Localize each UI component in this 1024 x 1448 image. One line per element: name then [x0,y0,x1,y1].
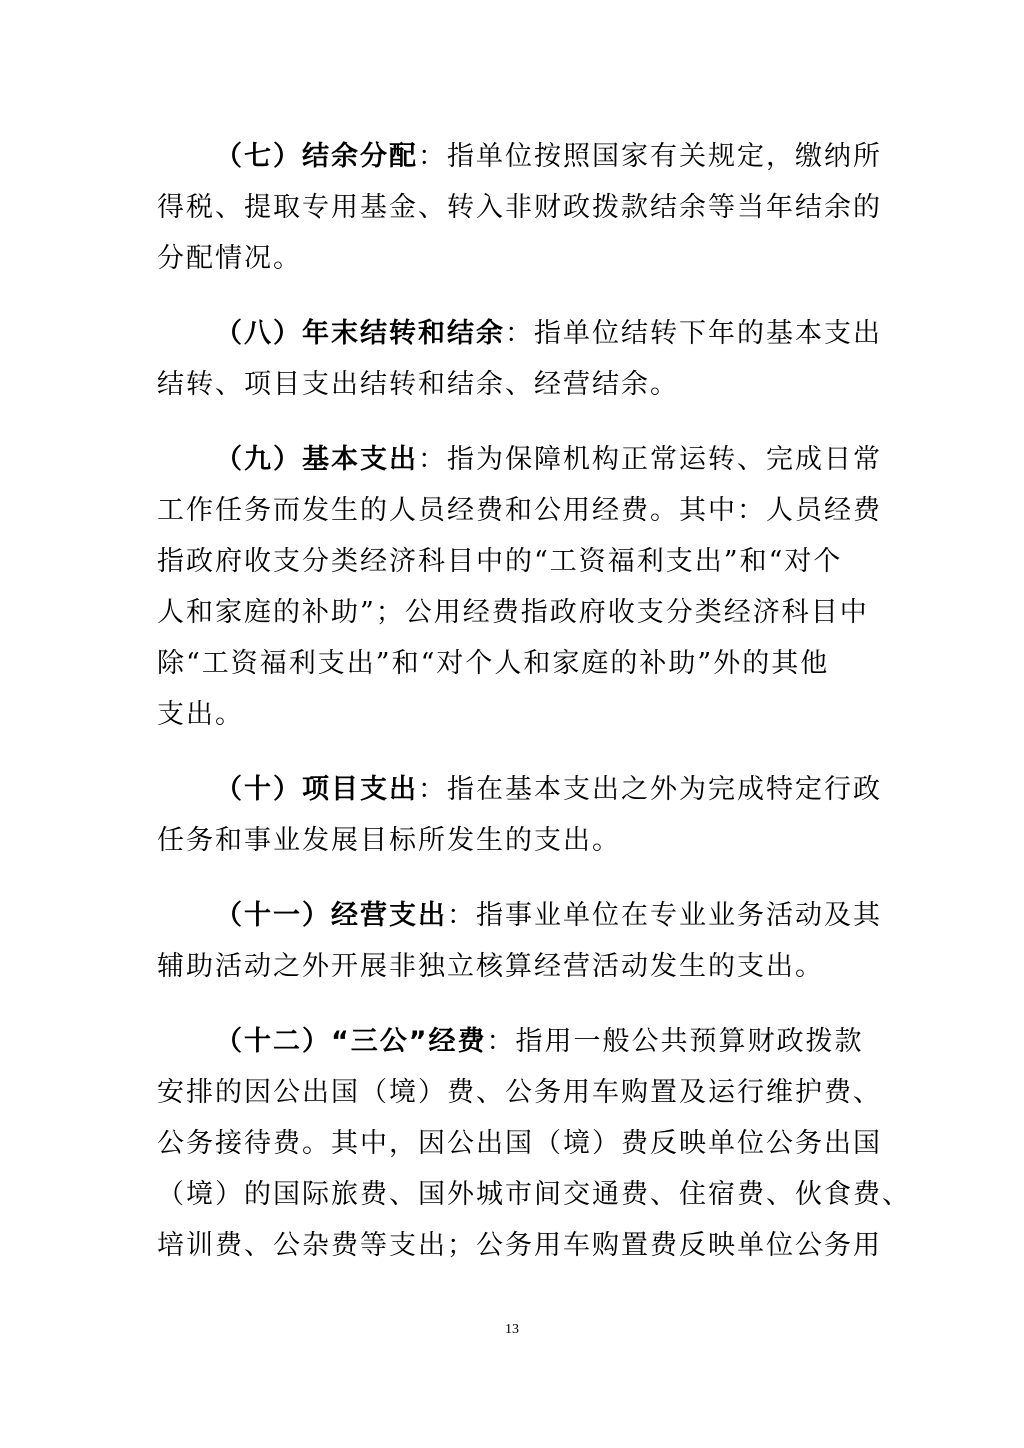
line-text: ：指单位按照国家有关规定，缴纳所 [418,141,882,172]
term-heading: （十二）“三公”经费 [215,1026,487,1057]
paragraph-line: 人和家庭的补助”；公用经费指政府收支分类经济科目中 [157,597,869,628]
page-number: 13 [505,1322,519,1337]
term-heading: （九）基本支出 [215,444,418,475]
paragraph-line: （境）的国际旅费、国外城市间交通费、住宿费、伙食费、 [157,1179,911,1210]
paragraph-surplus-distribution [157,131,882,284]
paragraph-line: 辅助活动之外开展非独立核算经营活动发生的支出。 [157,951,824,982]
paragraph-line: 指政府收支分类经济科目中的“工资福利支出”和“对个 [157,546,843,577]
line-text: ：指在基本支出之外为完成特定行政 [418,774,882,805]
paragraph-operating-expenditure [157,890,882,992]
document-body [157,131,911,1295]
paragraph-line: 安排的因公出国（境）费、公务用车购置及运行维护费、 [157,1077,882,1108]
paragraph-line [157,131,882,182]
paragraph-line: 支出。 [157,699,244,730]
paragraph-line [157,434,882,485]
line-text: ：指为保障机构正常运转、完成日常 [418,444,882,475]
paragraph-year-end-carryover [157,308,882,410]
term-heading: （七）结余分配 [215,141,418,172]
paragraph-line: 得税、提取专用基金、转入非财政拨款结余等当年结余的 [157,192,882,223]
paragraph-three-public-expenses [157,1016,911,1271]
paragraph-line: 除“工资福利支出”和“对个人和家庭的补助”外的其他 [157,648,830,679]
paragraph-line: 培训费、公杂费等支出；公务用车购置费反映单位公务用 [157,1230,882,1261]
term-heading: （十一）经营支出 [215,900,447,931]
paragraph-line [157,1016,864,1067]
line-text: ：指用一般公共预算财政拨款 [486,1026,864,1057]
paragraph-line: 分配情况。 [157,243,302,274]
paragraph-basic-expenditure [157,434,882,740]
paragraph-line: 工作任务而发生的人员经费和公用经费。其中：人员经费 [157,495,882,526]
paragraph-project-expenditure [157,764,882,866]
paragraph-line: 任务和事业发展目标所发生的支出。 [157,825,621,856]
term-heading: （十）项目支出 [215,774,418,805]
term-heading: （八）年末结转和结余 [215,318,505,349]
paragraph-line: 公务接待费。其中，因公出国（境）费反映单位公务出国 [157,1128,882,1159]
paragraph-line [157,764,882,815]
paragraph-line [157,308,882,359]
paragraph-line: 结转、项目支出结转和结余、经营结余。 [157,369,679,400]
line-text: ：指单位结转下年的基本支出 [505,318,882,349]
line-text: ：指事业单位在专业业务活动及其 [447,900,882,931]
paragraph-line [157,890,882,941]
